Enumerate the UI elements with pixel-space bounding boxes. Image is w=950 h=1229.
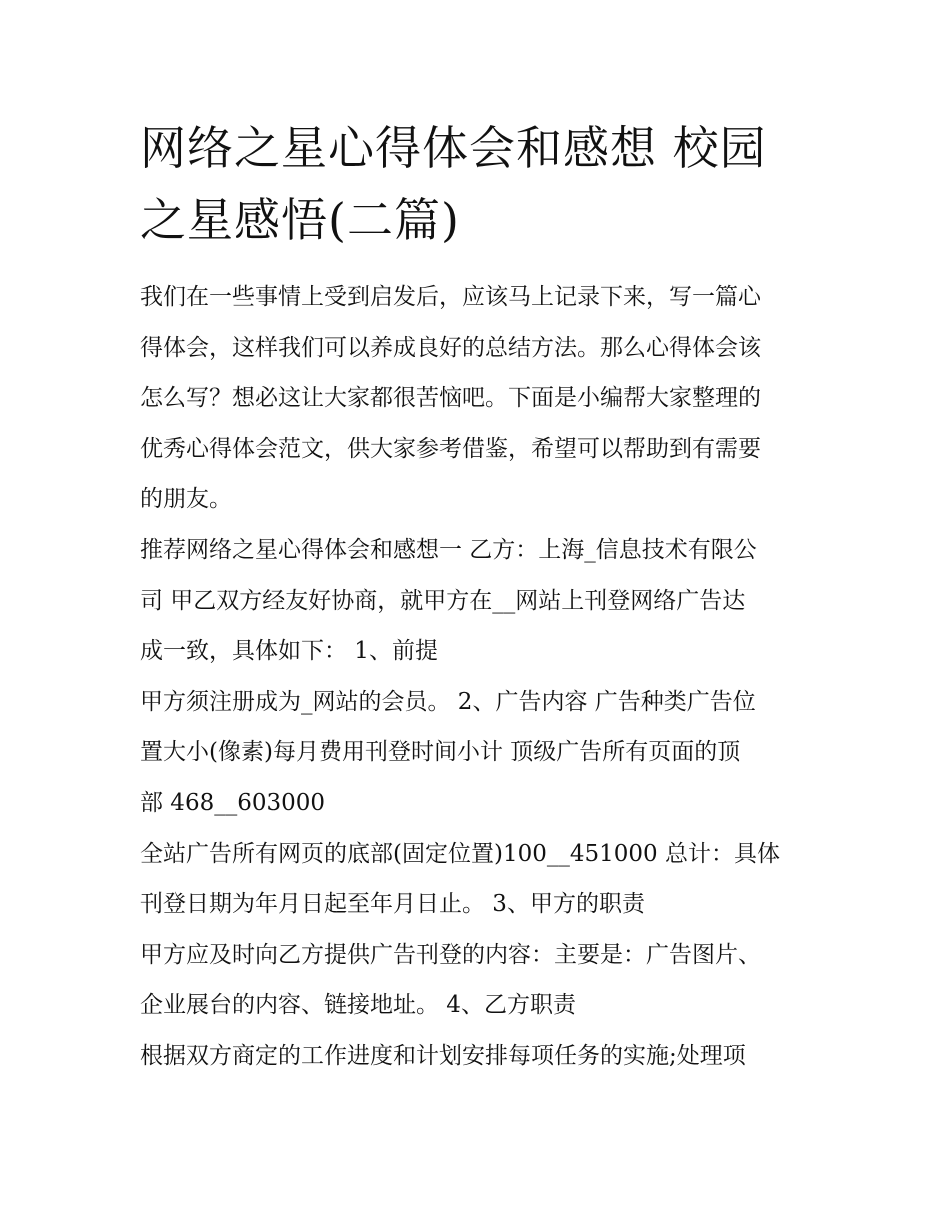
document-title <box>140 112 820 256</box>
text-line: 司 甲乙双方经友好协商，就甲方在__网站上刊登网络广告达 <box>140 587 746 614</box>
text-line: 甲方须注册成为_网站的会员。 2、广告内容 广告种类广告位 <box>140 688 756 715</box>
text-line: 企业展台的内容、链接地址。 4、乙方职责 <box>140 992 576 1019</box>
text-line: 我们在一些事情上受到启发后，应该马上记录下来，写一篇心 <box>140 284 761 310</box>
text-line: 全站广告所有网页的底部(固定位置)100__451000 总计：具体 <box>140 840 780 867</box>
title-line: 之星感悟(二篇) <box>140 193 460 247</box>
contract-intro-paragraph <box>140 525 820 677</box>
text-line: 推荐网络之星心得体会和感想一 乙方：上海_信息技术有限公 <box>140 536 757 563</box>
text-line: 根据双方商定的工作进度和计划安排每项任务的实施;处理项 <box>140 1042 746 1069</box>
text-line: 部 468__603000 <box>140 789 326 816</box>
title-line: 网络之星心得体会和感想 校园 <box>140 121 767 175</box>
text-line: 怎么写？想必这让大家都很苦恼吧。下面是小编帮大家整理的 <box>140 385 761 412</box>
party-a-duty-paragraph <box>140 930 820 1031</box>
text-line: 刊登日期为年月日起至年月日止。 3、甲方的职责 <box>140 891 645 918</box>
text-line: 得体会，这样我们可以养成良好的总结方法。那么心得体会该 <box>140 334 761 361</box>
text-line: 优秀心得体会范文，供大家参考借鉴，希望可以帮助到有需要 <box>140 435 761 462</box>
ad-content-paragraph <box>140 677 820 829</box>
text-line: 甲方应及时向乙方提供广告刊登的内容：主要是：广告图片、 <box>140 941 761 968</box>
intro-paragraph <box>140 272 820 525</box>
text-line: 的朋友。 <box>140 486 232 513</box>
site-ad-paragraph <box>140 829 820 930</box>
document-body <box>140 112 820 1082</box>
party-b-duty-paragraph <box>140 1031 820 1082</box>
text-line: 置大小(像素)每月费用刊登时间小计 顶级广告所有页面的顶 <box>140 739 741 766</box>
text-line: 成一致，具体如下： 1、前提 <box>140 638 438 665</box>
